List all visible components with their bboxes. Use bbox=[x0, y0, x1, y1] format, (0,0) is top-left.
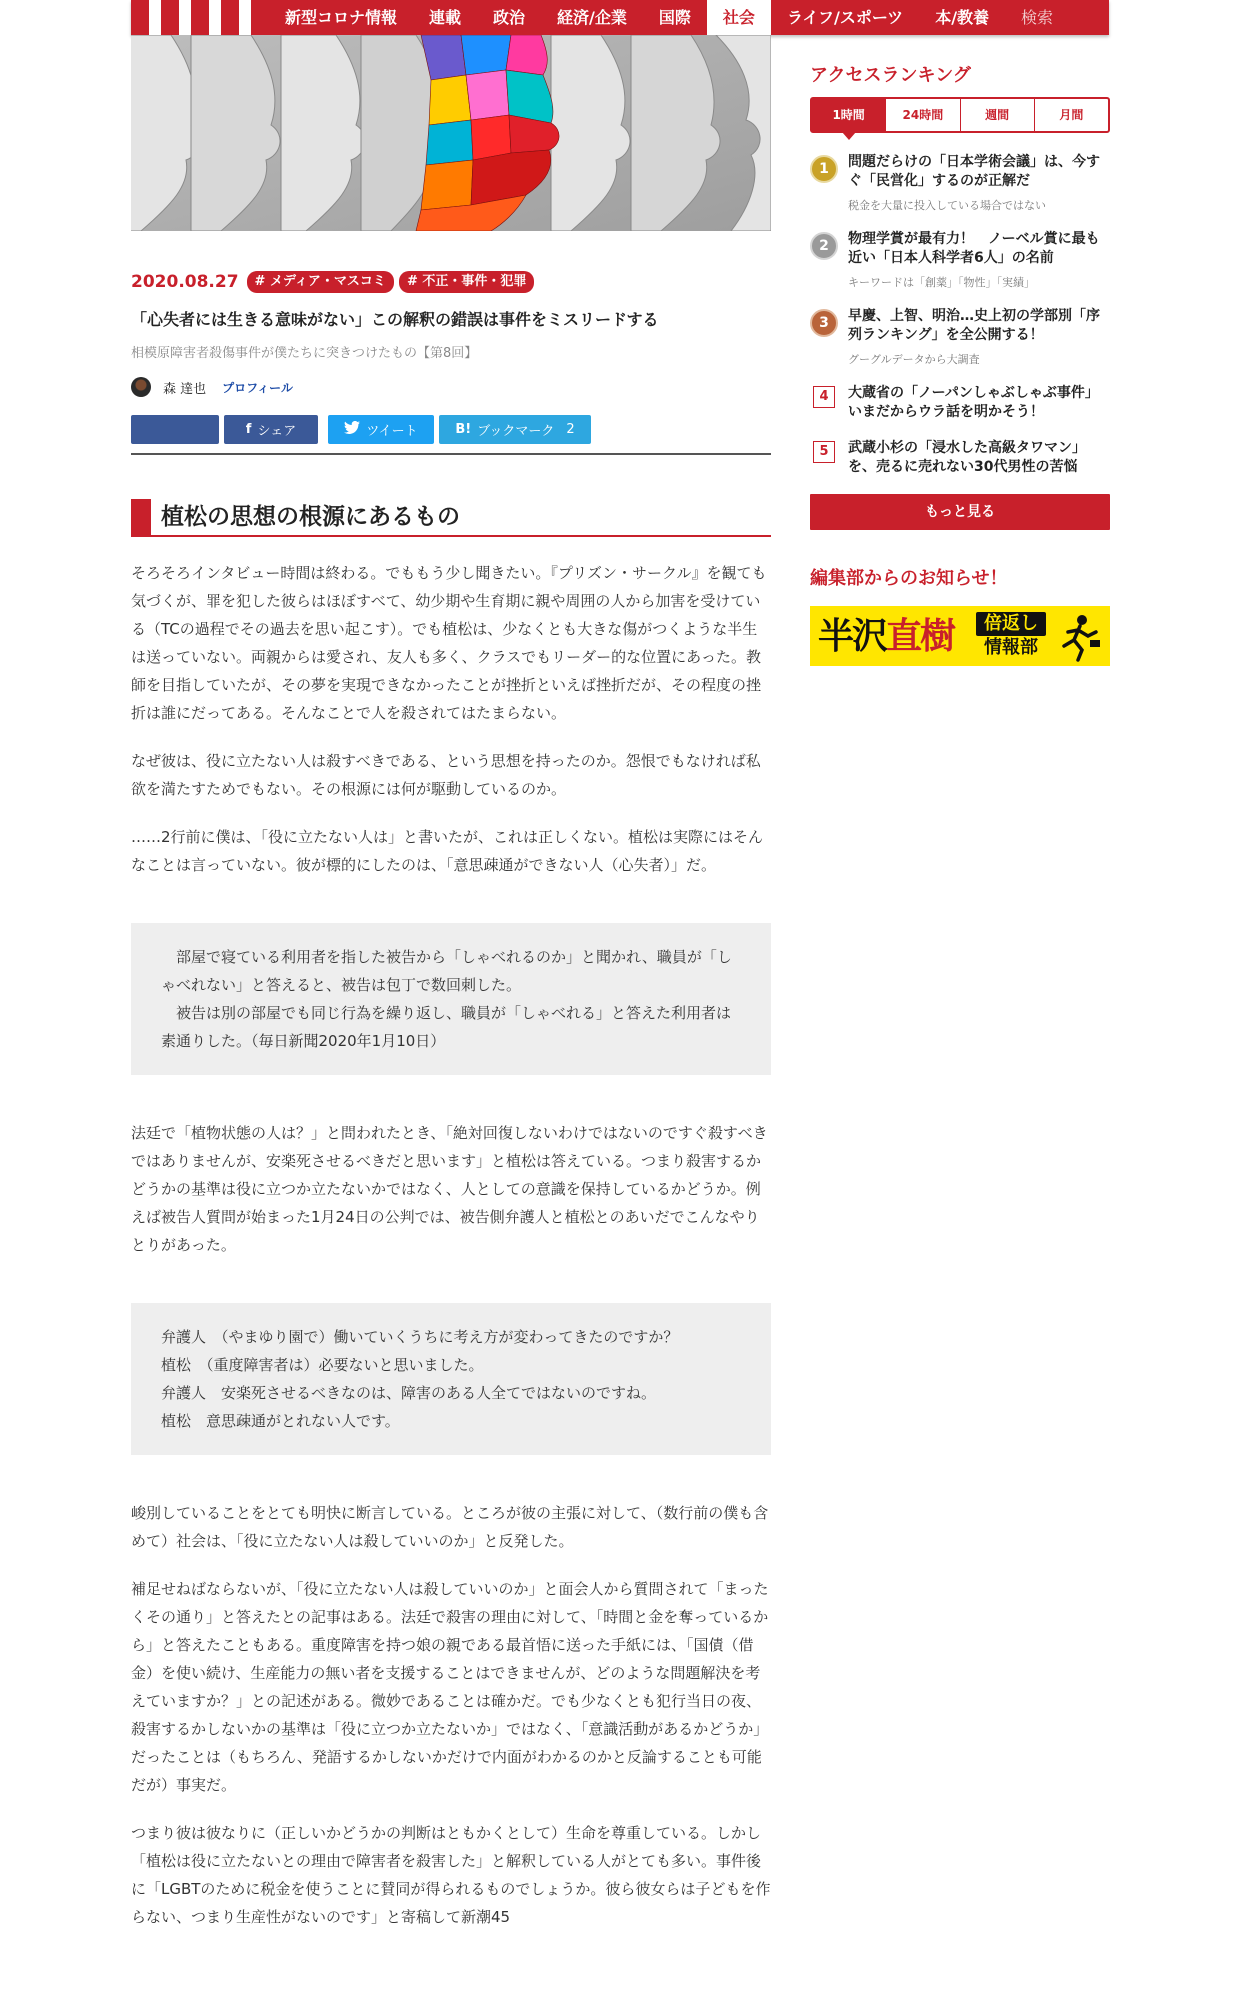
rank-badge-silver: 2 bbox=[810, 232, 838, 260]
dialog-line: 植松 （重度障害者は）必要ないと思いました。 bbox=[161, 1356, 484, 1374]
nav-item-society[interactable]: 社会 bbox=[707, 0, 771, 35]
facebook-share-label: シェア bbox=[257, 424, 297, 439]
top-bar bbox=[0, 0, 1242, 35]
banner-main-a: 半沢 bbox=[818, 615, 887, 657]
article-meta bbox=[131, 271, 771, 293]
rank-badge-bronze: 3 bbox=[810, 309, 838, 337]
sidebar bbox=[810, 35, 1110, 666]
tag-crime[interactable]: # 不正・事件・犯罪 bbox=[399, 271, 534, 293]
article-subtitle: 相模原障害者殺傷事件が僕たちに突きつけたもの【第8回】 bbox=[131, 346, 478, 361]
twitter-share-label: ツイート bbox=[366, 424, 418, 439]
hanzawa-banner[interactable] bbox=[810, 606, 1110, 666]
rank-badge: 5 bbox=[813, 441, 835, 463]
ranking-item[interactable] bbox=[810, 439, 1110, 477]
share-button-blank[interactable] bbox=[131, 415, 219, 444]
ranking-item[interactable] bbox=[810, 230, 1110, 290]
nav-item-life-sports[interactable]: ライフ/スポーツ bbox=[786, 8, 904, 27]
rank-badge: 4 bbox=[813, 386, 835, 408]
ranking-item[interactable] bbox=[810, 307, 1110, 367]
twitter-bird-icon bbox=[344, 421, 360, 438]
quote-line: 部屋で寝ている利用者を指した被告から「しゃべれるのか」と聞かれ、職員が「しゃべれない」と答えると、被告は包丁で数回刺した。 bbox=[161, 948, 732, 994]
ranking-item-title[interactable]: 問題だらけの「日本学術会議」は、今すぐ「民営化」するのが正解だ bbox=[848, 154, 1100, 189]
author-row bbox=[131, 377, 771, 397]
nav-item-international[interactable]: 国際 bbox=[658, 8, 691, 27]
facebook-share-button[interactable] bbox=[224, 415, 318, 444]
quote-block-news bbox=[131, 923, 771, 1075]
hatena-bookmark-label: ブックマーク bbox=[477, 424, 555, 439]
rank-badge-gold: 1 bbox=[810, 155, 838, 183]
quote-block-trial-dialog bbox=[131, 1303, 771, 1455]
ranking-item-sub: 税金を大量に投入している場合ではない bbox=[848, 199, 1046, 212]
dialog-line: 植松 意思疎通がとれない人です。 bbox=[161, 1412, 400, 1430]
nav-item-politics[interactable]: 政治 bbox=[493, 8, 526, 27]
body-paragraph: 補足せねばならないが、「役に立たない人は殺していいのか」と面会人から質問されて「まったくその通り」と答えたとの記事はある。法廷で殺害の理由に対して、「時間と金を奪っているから」と答えたこともある。重度障害を持つ娘の親である最首悟に送った手紙には、「国債（借金）を使い続け、生産能力の無い者を支援することはできませんが、どのような問題解決を考えていますか？」との記述がある。微妙であることは確かだ。でも少なくとも犯行当日の夜、殺害するかしないかの基準は「役に立つか立たないか」ではなく、「意識活動があるかどうか」だったことは（もちろん、発語するかしないかだけで内面がわかるのかと反論することも可能だが）事実だ。 bbox=[131, 1580, 769, 1794]
tab-weekly[interactable]: 週間 bbox=[961, 99, 1035, 131]
ranking-item[interactable] bbox=[810, 384, 1110, 422]
divider bbox=[131, 453, 771, 455]
banner-side-text bbox=[976, 612, 1046, 660]
site-logo[interactable] bbox=[131, 0, 269, 35]
facebook-icon: f bbox=[245, 422, 252, 437]
body-paragraph: つまり彼は彼なりに（正しいかどうかの判断はともかくとして）生命を尊重している。しかし「植松は役に立たないとの理由で障害者を殺害した」と解釈している人がとても多い。事件後に「LGBTのために税金を使うことに賛同が得られるものでしょうか。彼ら彼女らは子どもを作らない、つまり生産性がないのです」と寄稿して新潮45 bbox=[131, 1824, 771, 1926]
ranking-item-sub: キーワードは「創薬」「物性」「実績」 bbox=[848, 276, 1035, 289]
more-button[interactable]: もっと見る bbox=[810, 494, 1110, 530]
nav-item-books[interactable]: 本/教養 bbox=[935, 8, 990, 27]
nav-item-serial[interactable]: 連載 bbox=[429, 8, 462, 27]
ranking-title: アクセスランキング bbox=[810, 65, 971, 86]
article-headline: 「心失者には生きる意味がない」この解釈の錯誤は事件をミスリードする bbox=[131, 310, 659, 329]
profile-link[interactable]: プロフィール bbox=[222, 380, 293, 395]
ranking-tabs bbox=[810, 97, 1110, 133]
nav-search-link[interactable]: 検索 bbox=[1021, 8, 1054, 27]
global-nav bbox=[131, 0, 1109, 35]
body-paragraph: 峻別していることをとても明快に断言している。ところが彼の主張に対して、（数行前の僕も含めて）社会は、「役に立たない人は殺していいのか」と反発した。 bbox=[131, 1504, 769, 1550]
ranking-item-title[interactable]: 大蔵省の「ノーパンしゃぶしゃぶ事件」いまだからウラ話を明かそう！ bbox=[848, 385, 1099, 420]
ranking-item[interactable] bbox=[810, 153, 1110, 213]
hatena-b-icon: B! bbox=[455, 422, 472, 437]
avatar bbox=[131, 377, 151, 397]
hatena-bookmark-count: 2 bbox=[566, 422, 575, 437]
body-paragraph: 法廷で「植物状態の人は？」と問われたとき、「絶対回復しないわけではないのですぐ殺すべきではありませんが、安楽死させるべきだと思います」と植松は答えている。つまり殺害するかどうかの基準は役に立つか立たないかではなく、人としての意識を保持しているかどうか。例えば被告人質問が始まった1月24日の公判では、被告側弁護人と植松とのあいだでこんなやりとりがあった。 bbox=[131, 1124, 768, 1254]
body-paragraph: そろそろインタビュー時間は終わる。でももう少し聞きたい。『プリズン・サークル』を観ても気づくが、罪を犯した彼らはほぼすべて、幼少期や生育期に親や周囲の人から加害を受けている（TCの過程でその過去を思い起こす）。でも植松は、少なくとも大きな傷がつくような半生は送っていない。両親からは愛され、友人も多く、クラスでもリーダー的な位置にあった。教師を目指していたが、その夢を実現できなかったことが挫折といえば挫折だが、その程度の挫折は誰にだってある。そんなことで人を殺されてはたまらない。 bbox=[131, 564, 767, 722]
banner-main-text bbox=[818, 614, 954, 658]
ranking-item-title[interactable]: 早慶、上智、明治…史上初の学部別「序列ランキング」を全公開する！ bbox=[848, 308, 1100, 343]
publish-date: 2020.08.27 bbox=[131, 272, 239, 292]
banner-main-b: 直樹 bbox=[886, 615, 955, 657]
body-paragraph: なぜ彼は、役に立たない人は殺すべきである、という思想を持ったのか。怨恨でもなければ私欲を満たすためでもない。その根源には何が駆動しているのか。 bbox=[131, 752, 761, 798]
ranking-item-title[interactable]: 武蔵小杉の「浸水した高級タワマン」を、売るに売れない30代男性の苦悩 bbox=[848, 440, 1086, 475]
ranking-item-title[interactable]: 物理学賞が最有力！ ノーベル賞に最も近い「日本人科学者6人」の名前 bbox=[848, 231, 1100, 266]
ranking-item-sub: グーグルデータから大調査 bbox=[848, 353, 980, 366]
tab-1hour[interactable]: 1時間 bbox=[812, 99, 886, 131]
share-buttons bbox=[131, 415, 771, 444]
tab-monthly[interactable]: 月間 bbox=[1059, 108, 1084, 122]
notice-title: 編集部からのお知らせ！ bbox=[810, 568, 1008, 589]
tab-24hours[interactable]: 24時間 bbox=[886, 99, 960, 131]
ranking-list bbox=[810, 153, 1110, 477]
banner-side-1: 倍返し bbox=[976, 612, 1046, 636]
hero-image bbox=[131, 35, 771, 231]
article-main bbox=[131, 35, 771, 1931]
tag-media[interactable]: # メディア・マスコミ bbox=[247, 271, 394, 293]
dialog-line: 弁護人 （やまゆり園で）働いていくうちに考え方が変わってきたのですか？ bbox=[161, 1328, 679, 1346]
author-name: 森 達也 bbox=[163, 381, 207, 397]
hatena-bookmark-button[interactable] bbox=[439, 415, 591, 444]
dialog-line: 弁護人 安楽死させるべきなのは、障害のある人全てではないのですね。 bbox=[161, 1384, 657, 1402]
section-heading: 植松の思想の根源にあるもの bbox=[131, 499, 771, 537]
banner-side-2: 情報部 bbox=[984, 637, 1038, 658]
quote-line: 被告は別の部屋でも同じ行為を繰り返し、職員が「しゃべれる」と答えた利用者は素通りした。（毎日新聞2020年1月10日） bbox=[161, 1004, 732, 1050]
runner-icon bbox=[1052, 612, 1102, 662]
nav-item-economy[interactable]: 経済/企業 bbox=[557, 8, 627, 27]
twitter-share-button[interactable] bbox=[328, 415, 434, 444]
nav-item-corona[interactable]: 新型コロナ情報 bbox=[285, 8, 398, 27]
body-paragraph: ……2行前に僕は、「役に立たない人は」と書いたが、これは正しくない。植松は実際にはそんなことは言っていない。彼が標的にしたのは、「意思疎通ができない人（心失者）」だ。 bbox=[131, 828, 764, 874]
